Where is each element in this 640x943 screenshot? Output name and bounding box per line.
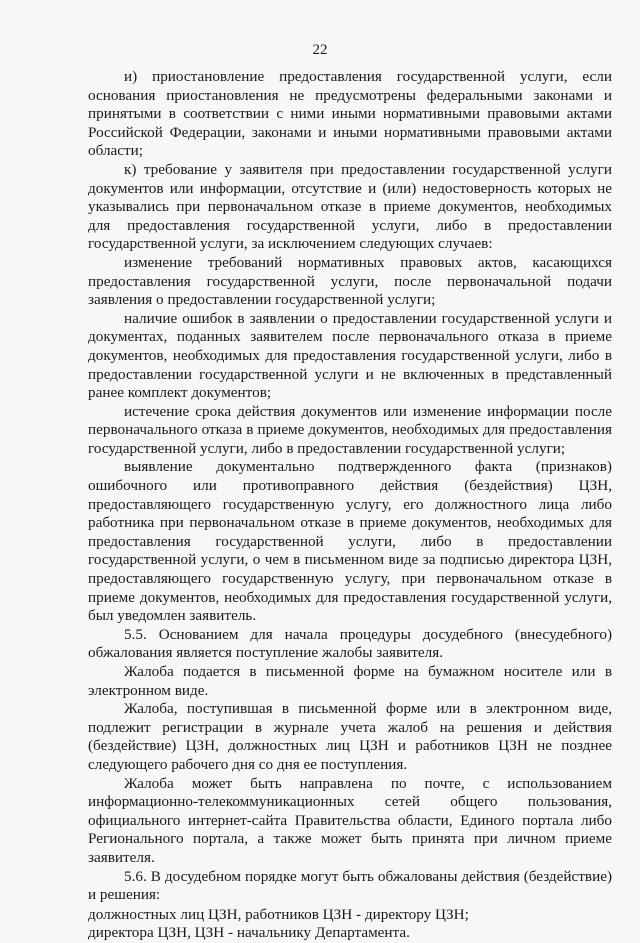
document-body (88, 68, 612, 943)
page-number: 22 (312, 42, 328, 58)
paragraph-case-regulation-change: изменение требований нормативных правовых актов, касающихся предоставления государственной услуги, после первоначальной подачи заявления о предоставлении государственной услуги; (88, 253, 612, 309)
paragraph-5-5: 5.5. Основанием для начала процедуры досудебного (внесудебного) обжалования является поступление жалобы заявителя. (88, 625, 612, 662)
paragraph-complaint-registration: Жалоба, поступившая в письменной форме или в электронном виде, подлежит регистрации в журнале учета жалоб на решения и действия (бездействие) ЦЗН, должностных лиц ЦЗН и работников ЦЗН не позднее следующего рабочего дня со дня ее поступления. (88, 700, 612, 773)
paragraph-5-6: 5.6. В досудебном порядке могут быть обжалованы действия (бездействие) и решения: (88, 867, 612, 904)
paragraph-complaint-form: Жалоба подается в письменной форме на бумажном носителе или в электронном виде. (88, 663, 612, 699)
list-entry-officials: должностных лиц ЦЗН, работников ЦЗН - директору ЦЗН; (88, 905, 469, 923)
paragraph-i-suspension: и) приостановление предоставления государственной услуги, если основания приостановления не предусмотрены федеральными законами и принятыми в соответствии с ними иными нормативными правовыми актами Российской Федерации, законами и иными нормативными правовыми актами области; (88, 68, 612, 160)
paragraph-case-errors: наличие ошибок в заявлении о предоставлении государственной услуги и документах, поданных заявителем после первоначального отказа в приеме документов, необходимых для предоставления государственной услуги, либо в предоставлении государственной услуги и не включенных в представленный ранее комплект документов; (88, 309, 612, 402)
list-entry-director: директора ЦЗН, ЦЗН - начальнику Департамента. (88, 924, 410, 942)
paragraph-k-requirement: к) требование у заявителя при предоставлении государственной услуги документов или информации, отсутствие и (или) недостоверность которых не указывались при первоначальном отказе в приеме документов, необходимых для предоставления государственной услуги, либо в предоставлении государственной услуги, за исключением следующих случаев: (88, 160, 612, 253)
paragraph-complaint-channels: Жалоба может быть направлена по почте, с использованием информационно-телекоммуникационных сетей общего пользования, официального интернет-сайта Правительства области, Единого портала либо Регионального портала, а также может быть принята при личном приеме заявителя. (88, 774, 612, 866)
paragraph-case-expiry: истечение срока действия документов или изменение информации после первоначального отказа в приеме документов, необходимых для предоставления государственной услуги, либо в предоставлении государственной услуги; (88, 402, 612, 457)
paragraph-case-wrongful-action: выявление документально подтвержденного факта (признаков) ошибочного или противоправного действия (бездействия) ЦЗН, предоставляющего государственную услугу, его должностного лица либо работника при первоначальном отказе в приеме документов, необходимых для предоставления государственной услуги, либо в предоставлении государственной услуги, о чем в письменном виде за подписью директора ЦЗН, предоставляющего государственную услугу, при первоначальном отказе в приеме документов, необходимых для предоставления государственной услуги, был уведомлен заявитель. (88, 458, 612, 625)
